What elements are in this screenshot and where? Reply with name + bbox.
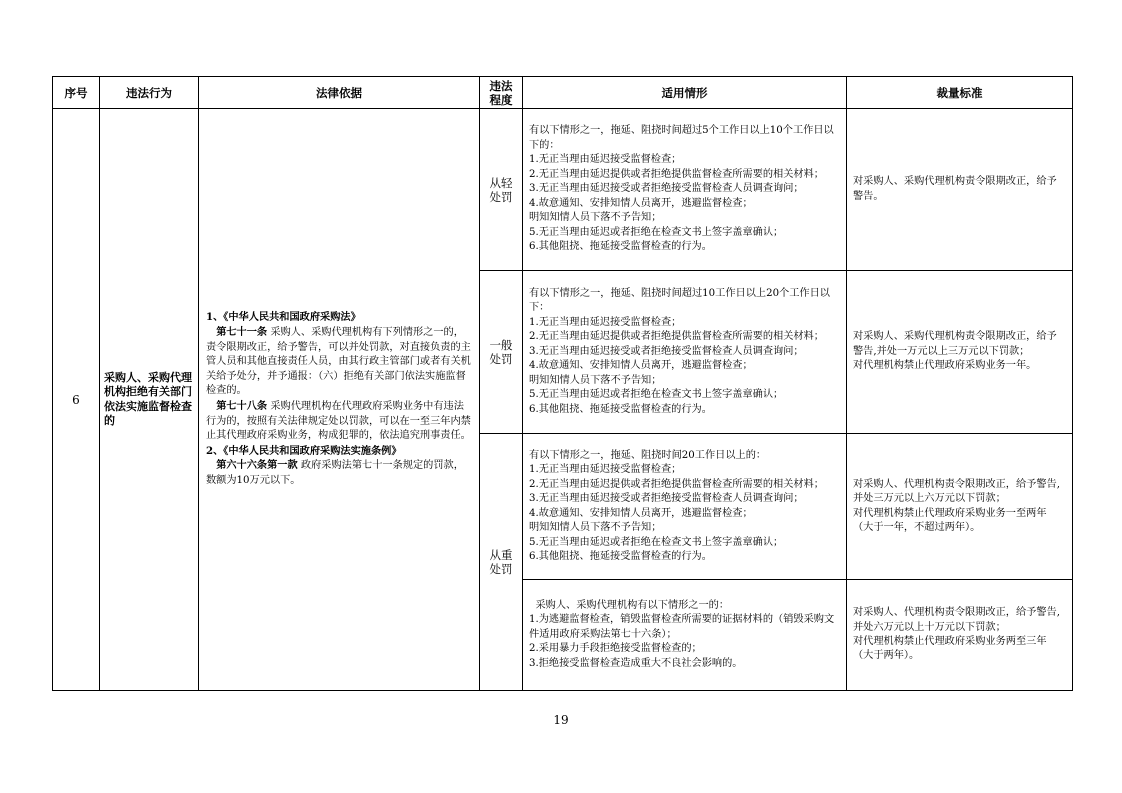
article-78-label: 第七十八条 — [216, 400, 268, 412]
list-item: 有以下情形之一，拖延、阻挠时间超过10工作日以上20个工作日以下： — [529, 287, 830, 314]
list-item: 对代理机构禁止代理政府采购业务一至两年（大于一年，不超过两年）。 — [853, 507, 1047, 533]
situation-light — [523, 109, 847, 271]
degree-heavy-text: 从重处罚 — [489, 548, 513, 576]
list-item: 2.采用暴力手段拒绝接受监督检查的； — [529, 643, 702, 655]
list-item: 4.故意通知、安排知情人员离开，逃避监督检查； — [529, 507, 753, 519]
table-row — [53, 109, 1073, 271]
list-item: 4.故意通知、安排知情人员离开，逃避监督检查； — [529, 197, 753, 209]
list-item: 3.无正当理由延迟接受或者拒绝接受监督检查人员调查询问； — [529, 493, 804, 504]
penalty-table — [52, 76, 1073, 691]
degree-normal — [480, 271, 523, 434]
list-item: 3.无正当理由延迟接受或者拒绝接受监督检查人员调查询问； — [529, 345, 804, 357]
list-item: 5.无正当理由延迟或者拒绝在检查文书上签字盖章确认； — [529, 536, 784, 548]
list-item: 1.无正当理由延迟接受监督检查； — [529, 464, 682, 475]
list-item: 对代理机构禁止代理政府采购业务一年。 — [853, 360, 1037, 372]
degree-heavy — [480, 434, 523, 691]
article-66 — [206, 458, 473, 488]
list-item: 对代理机构禁止代理政府采购业务两至三年（大于两年）。 — [853, 636, 1047, 662]
situation-heavy-2 — [523, 580, 847, 691]
list-item: 对采购人、采购代理机构责令限期改正，给予警告。 — [853, 176, 1057, 202]
article-78-text: 采购代理机构在代理政府采购业务中有违法行为的，按照有关法律规定处以罚款，可以在一至三年内禁止其代理政府采购业务，构成犯罪的，依法追究刑事责任。 — [206, 401, 471, 442]
standard-light — [847, 109, 1073, 271]
list-item: 1.无正当理由延迟接受监督检查； — [529, 154, 682, 166]
header-no: 序号 — [53, 77, 100, 109]
header-degree-text: 违法程度 — [489, 78, 513, 107]
list-item: 4.故意通知、安排知情人员离开，逃避监督检查； — [529, 360, 753, 372]
header-situation: 适用情形 — [523, 77, 847, 109]
violation-act: 采购人、采购代理机构拒绝有关部门依法实施监督检查的 — [100, 109, 199, 691]
article-71-label: 第七十一条 — [216, 326, 268, 339]
list-item: 2.无正当理由延迟提供或者拒绝提供监督检查所需要的相关材料； — [529, 331, 824, 343]
row-number: 6 — [53, 109, 100, 691]
header-degree — [480, 77, 523, 109]
list-item: 1.无正当理由延迟接受监督检查； — [529, 316, 682, 328]
header-standard: 裁量标准 — [847, 77, 1073, 109]
list-item: 明知知情人员下落不予告知； — [529, 522, 662, 533]
article-71-text: 采购人、采购代理机构有下列情形之一的，责令限期改正，给予警告，可以并处罚款，对直接负责的主管人员和其他直接责任人员，由其行政主管部门或者有关机关给予处分，并予通报：（六）拒绝有关部门依法实施监督检查的。 — [206, 327, 471, 397]
list-item: 2.无正当理由延迟提供或者拒绝提供监督检查所需要的相关材料； — [529, 478, 824, 490]
degree-light-text: 从轻处罚 — [489, 175, 513, 204]
list-item: 5.无正当理由延迟或者拒绝在检查文书上签字盖章确认； — [529, 389, 784, 401]
header-basis: 法律依据 — [199, 77, 480, 109]
list-item — [529, 599, 840, 614]
degree-normal-text: 一般处罚 — [489, 338, 513, 366]
law2-title: 2、《中华人民共和国政府采购法实施条例》 — [206, 444, 402, 457]
legal-basis — [199, 109, 480, 691]
header-act: 违法行为 — [100, 77, 199, 109]
situation-heavy-2-intro: 采购人、采购代理机构有以下情形之一的： — [535, 599, 730, 611]
list-item: 1.为逃避监督检查，销毁监督检查所需要的证据材料的（销毁采购文件适用政府采购法第七十六条）； — [529, 614, 835, 640]
list-item: 3.拒绝接受监督检查造成重大不良社会影响的。 — [529, 657, 743, 669]
header-row — [53, 77, 1073, 109]
list-item: 对采购人、代理机构责令限期改正，给予警告,并处六万元以上十万元以下罚款； — [853, 607, 1060, 633]
article-71 — [206, 325, 473, 399]
article-66-text: 政府采购法第七十一条规定的罚款，数额为10万元以下。 — [206, 460, 464, 486]
situation-normal — [523, 271, 847, 434]
article-66-label: 第六十六条第一款 — [216, 459, 298, 472]
list-item: 3.无正当理由延迟接受或者拒绝接受监督检查人员调查询问； — [529, 183, 804, 195]
list-item: 6.其他阻挠、拖延接受监督检查的行为。 — [529, 403, 712, 415]
list-item: 6.其他阻挠、拖延接受监督检查的行为。 — [529, 551, 712, 562]
list-item: 2.无正当理由延迟提供或者拒绝提供监督检查所需要的相关材料； — [529, 168, 824, 180]
list-item: 有以下情形之一，拖延、阻挠时间20工作日以上的： — [529, 449, 767, 461]
situation-heavy — [523, 434, 847, 580]
list-item: 对采购人、采购代理机构责令限期改正，给予警告,并处一万元以上三万元以下罚款； — [853, 331, 1057, 357]
degree-light — [480, 109, 523, 271]
page-number: 19 — [553, 713, 569, 727]
list-item: 6.其他阻挠、拖延接受监督检查的行为。 — [529, 241, 712, 253]
list-item: 明知知情人员下落不予告知； — [529, 212, 662, 224]
standard-normal — [847, 271, 1073, 434]
article-78 — [206, 399, 473, 444]
list-item: 有以下情形之一，拖延、阻挠时间超过5个工作日以上10个工作日以下的： — [529, 125, 834, 151]
standard-heavy — [847, 434, 1073, 580]
law1-title: 1、《中华人民共和国政府采购法》 — [206, 311, 361, 324]
list-item: 5.无正当理由延迟或者拒绝在检查文书上签字盖章确认； — [529, 226, 784, 238]
list-item: 对采购人、代理机构责令限期改正，给予警告,并处三万元以上六万元以下罚款； — [853, 478, 1060, 505]
standard-heavy-2 — [847, 580, 1073, 691]
list-item: 明知知情人员下落不予告知； — [529, 374, 662, 386]
